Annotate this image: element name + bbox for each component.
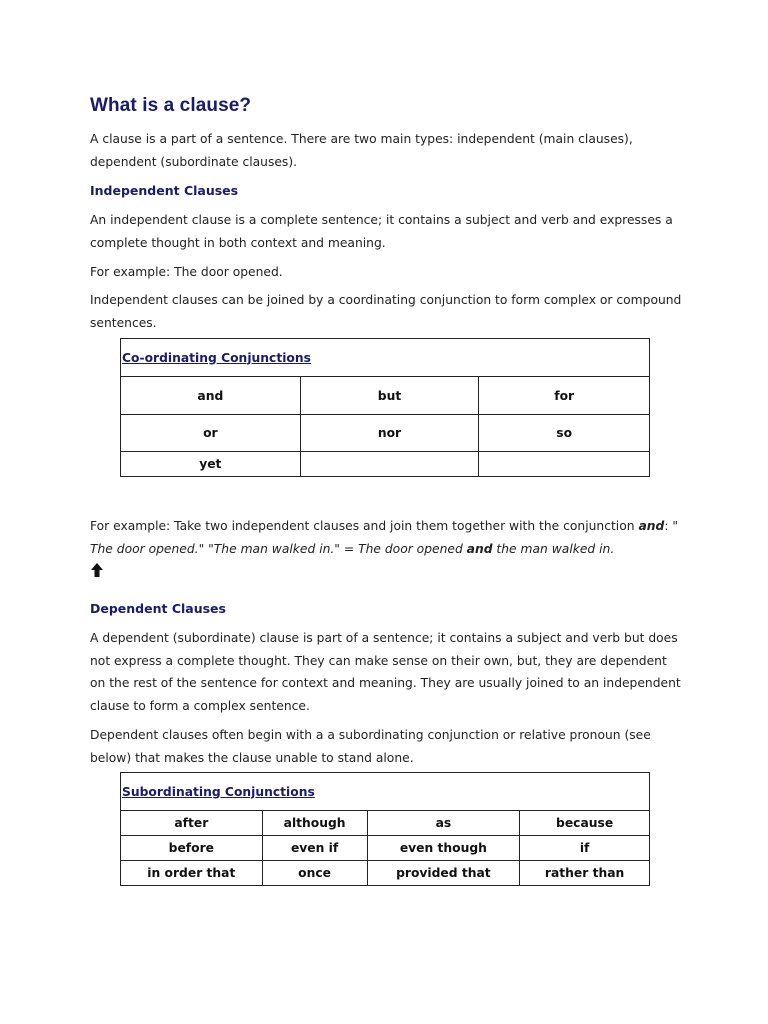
table-cell: but — [300, 377, 479, 415]
table-cell: because — [520, 811, 650, 836]
up-arrow-icon[interactable] — [90, 562, 104, 578]
table-cell: although — [262, 811, 367, 836]
conjunction-and: and — [638, 519, 665, 533]
independent-definition: An independent clause is a complete sentence; it contains a subject and verb and expresses a complete thought in both context and meaning. — [90, 213, 673, 250]
table-cell: once — [262, 861, 367, 886]
table-header — [121, 339, 650, 377]
table-header — [121, 773, 650, 811]
page-title: What is a clause? — [90, 95, 252, 116]
table-cell: provided that — [367, 861, 520, 886]
join-example-prefix: For example: Take two independent clauses and join them together with the conjunction — [90, 519, 639, 533]
join-example-tail: the man walked in. — [492, 541, 615, 556]
table-cell: before — [121, 836, 263, 861]
table-cell: if — [520, 836, 650, 861]
table-cell: rather than — [520, 861, 650, 886]
dependent-begin: Dependent clauses often begin with a a subordinating conjunction or relative pronoun (see below) that makes the clause unable to stand alone. — [90, 728, 651, 765]
independent-joining: Independent clauses can be joined by a coordinating conjunction to form complex or compound sentences. — [90, 293, 682, 330]
table-cell: or — [121, 415, 301, 452]
table-cell: nor — [300, 415, 479, 452]
conjunction-and-2: and — [466, 541, 493, 556]
table-cell: after — [121, 811, 263, 836]
dependent-definition: A dependent (subordinate) clause is part of a sentence; it contains a subject and verb but does not express a complete thought. They can make sense on their own, but, they are dependent on the rest of the sentence for context and meaning. They are usually joined to an independent clause to form a complex sentence. — [90, 631, 681, 713]
join-example-paragraph — [90, 515, 682, 560]
join-example-colon: : " — [664, 519, 679, 533]
table-cell: and — [121, 377, 301, 415]
subordinating-conjunctions-table — [120, 772, 650, 886]
table-cell — [300, 452, 479, 477]
intro-paragraph: A clause is a part of a sentence. There are two main types: independent (main clauses), dependent (subordinate clauses). — [90, 132, 633, 169]
table-cell: yet — [121, 452, 301, 477]
coordinating-conjunctions-table — [120, 338, 650, 477]
table-cell: even if — [262, 836, 367, 861]
table-cell — [479, 452, 650, 477]
independent-clauses-heading: Independent Clauses — [90, 183, 239, 198]
independent-example: For example: The door opened. — [90, 265, 283, 279]
table-cell: as — [367, 811, 520, 836]
table-cell: for — [479, 377, 650, 415]
dependent-clauses-heading: Dependent Clauses — [90, 601, 226, 616]
table-cell: in order that — [121, 861, 263, 886]
join-example-quote: The door opened." "The man walked in." = The door opened — [90, 541, 467, 556]
table-cell: so — [479, 415, 650, 452]
table-cell: even though — [367, 836, 520, 861]
coordinating-conjunctions-link[interactable]: Co-ordinating Conjunctions — [122, 350, 311, 365]
subordinating-conjunctions-link[interactable]: Subordinating Conjunctions — [122, 784, 315, 799]
